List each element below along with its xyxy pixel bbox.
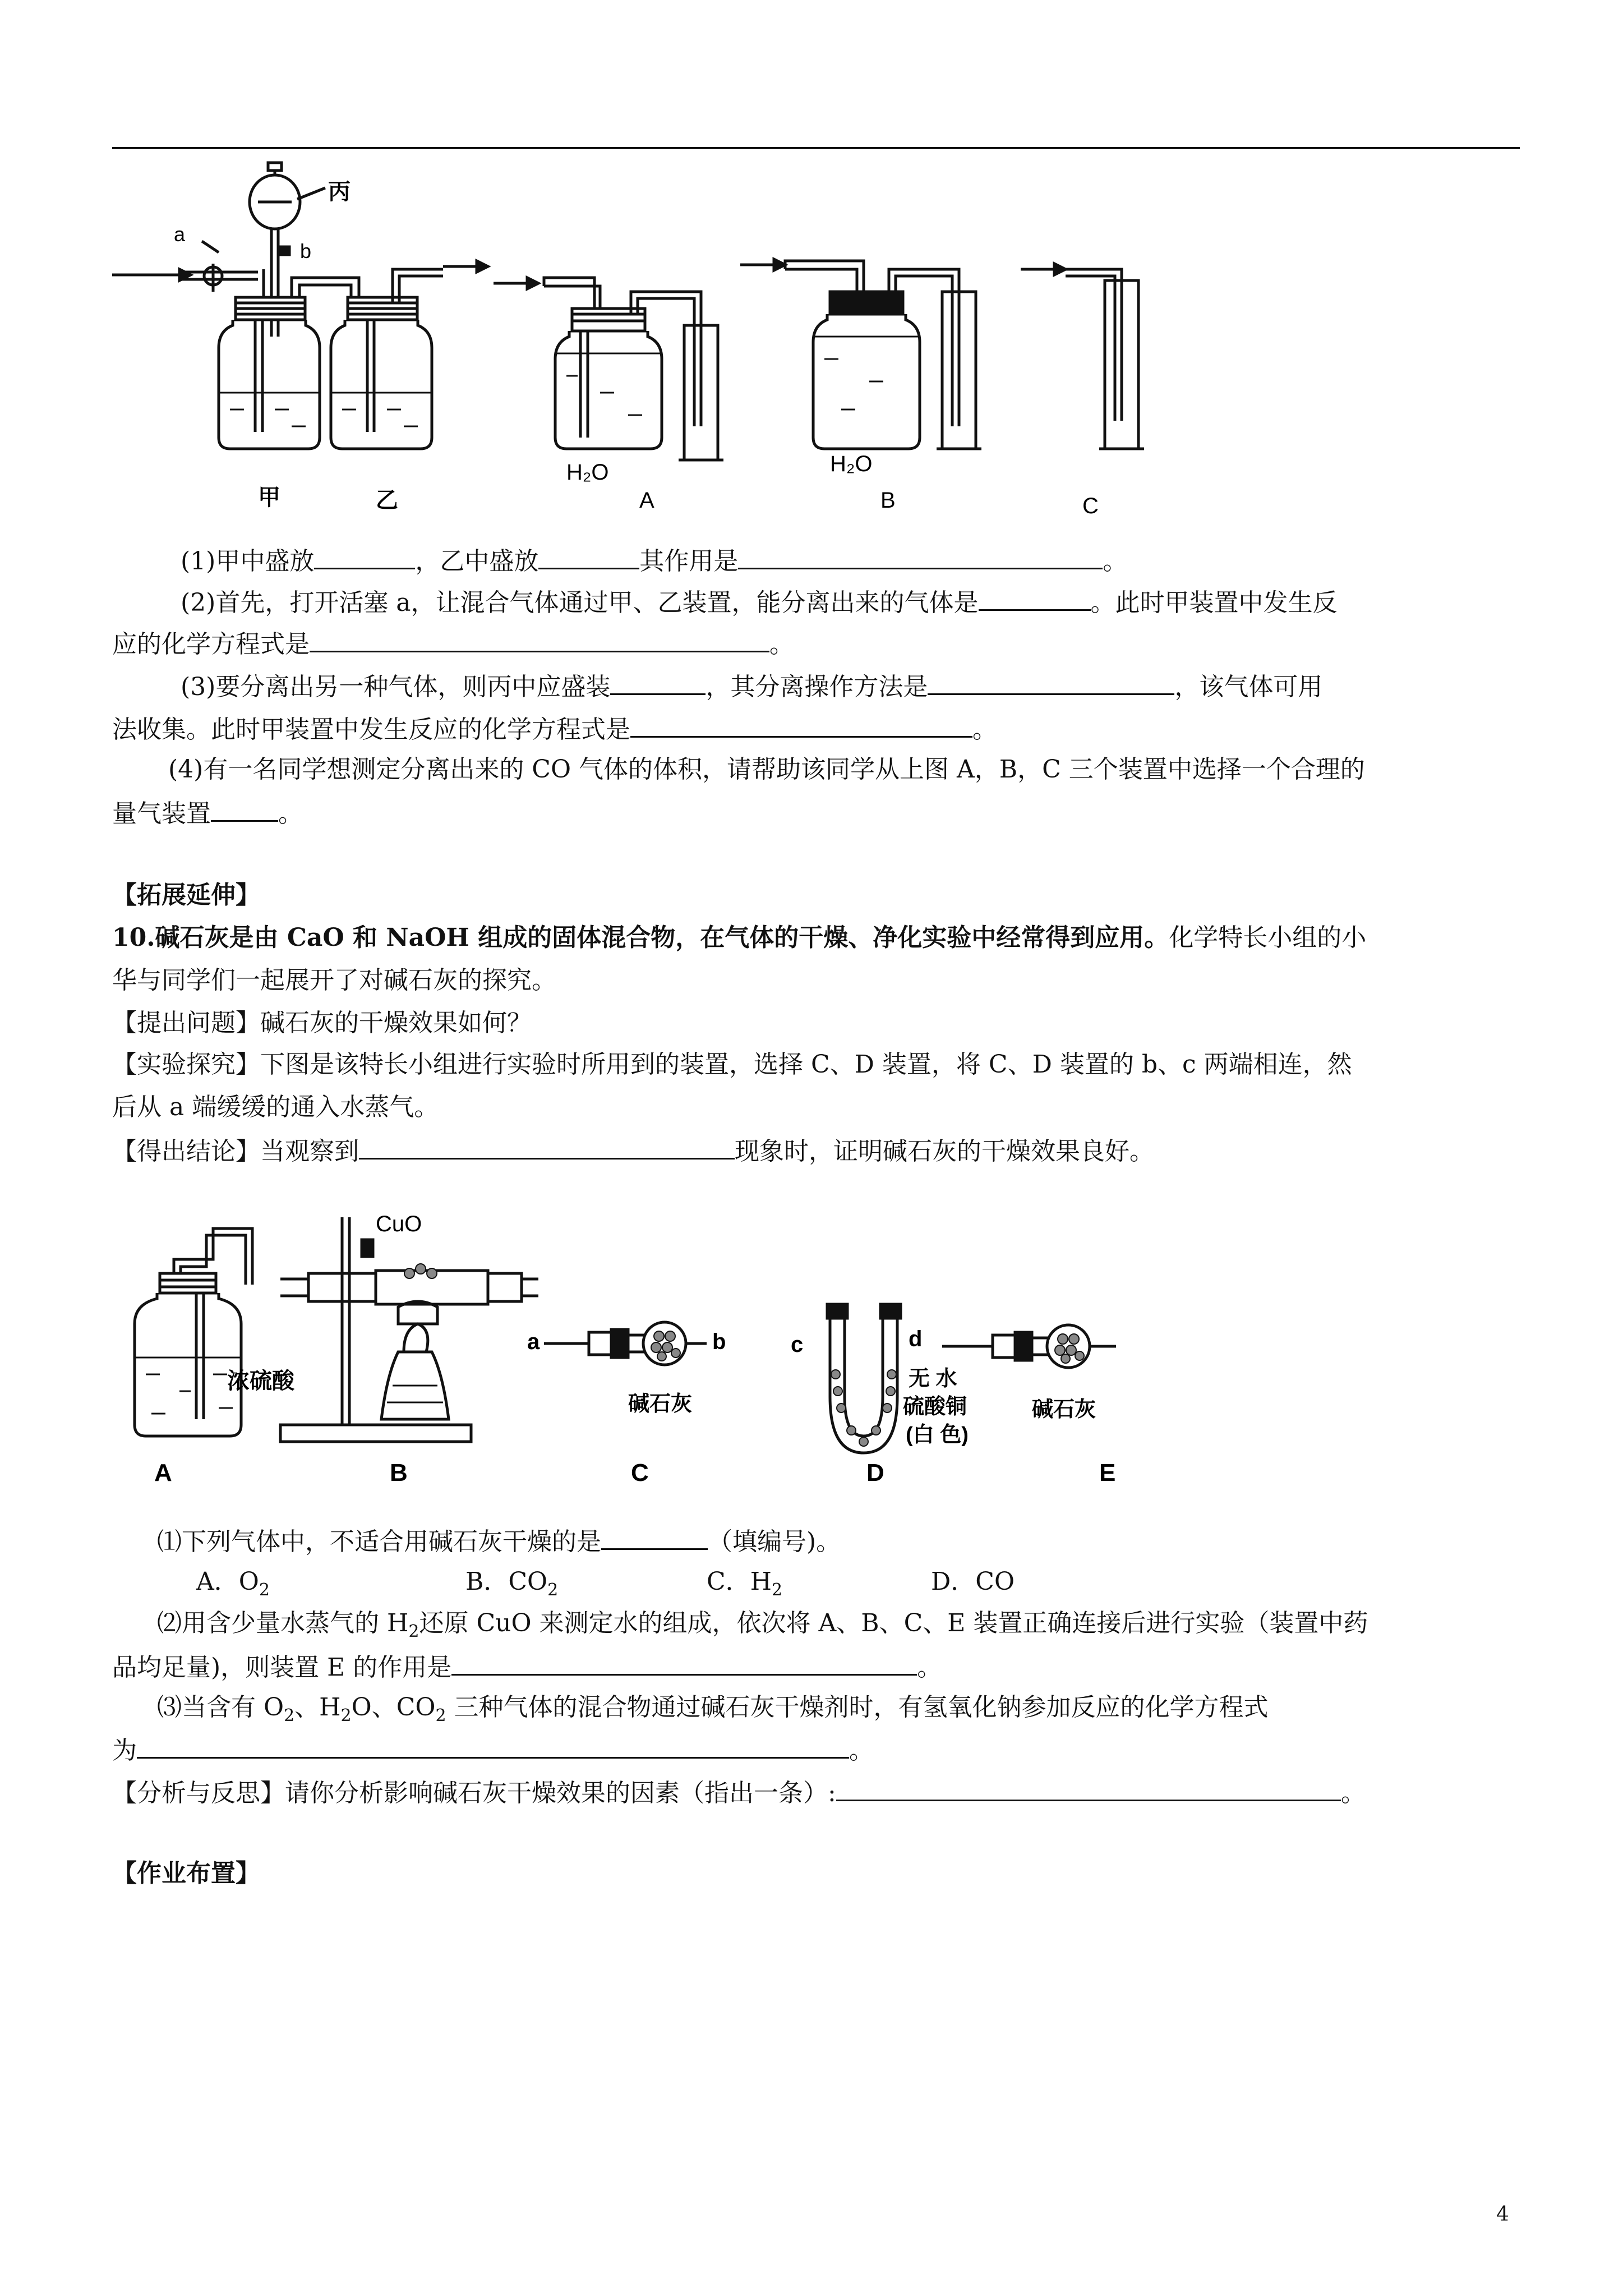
q10-explore-line2: 后从 a 端缓缓的通入水蒸气。: [112, 1093, 439, 1121]
q9-part1: (1)甲中盛放 ，乙中盛放 其作用是 。: [181, 543, 1127, 578]
q9-part2-line2: 应的化学方程式是 。: [112, 626, 794, 661]
q10-title-line2: 华与同学们一起展开了对碱石灰的探究。: [112, 966, 556, 995]
label-a2: a: [527, 1329, 540, 1354]
label-b2: b: [712, 1329, 726, 1354]
label-jia: 甲: [258, 485, 280, 510]
label-cuo: CuO: [376, 1212, 422, 1236]
label-h2o-a: H₂O: [566, 460, 609, 485]
label-h2o-b: H₂O: [830, 452, 873, 476]
label-yi: 乙: [376, 488, 398, 513]
label-fig2-A: A: [154, 1459, 172, 1487]
q10-title-line1: 10.碱石灰是由 CaO 和 NaOH 组成的固体混合物，在气体的干燥、净化实验中经常得到应用。化学特长小组的小: [112, 923, 1367, 952]
label-soda-e: 碱石灰: [1032, 1398, 1096, 1421]
label-c2: c: [791, 1332, 804, 1357]
q10-options: [196, 1565, 1015, 1607]
q10-conclusion: 【得出结论】当观察到 现象时，证明碱石灰的干燥效果良好。: [112, 1133, 1154, 1168]
label-cuso4-1: 无 水: [909, 1367, 957, 1391]
q9-part2-line1: (2)首先，打开活塞 a，让混合气体通过甲、乙装置，能分离出来的气体是 。此时甲装置中发生反: [181, 585, 1338, 620]
q10-sub3-line1: ⑶当含有 $O_2$、$H_2O$、$CO_2$ 三种气体的混合物通过碱石灰干燥剂时，有氢氧化钠参加反应的化学方程式: [157, 1693, 1269, 1726]
label-fig2-E: E: [1099, 1459, 1116, 1487]
option-d: D．CO: [931, 1567, 1015, 1596]
label-A: A: [639, 488, 654, 513]
label-cuso4-3: (白 色): [906, 1423, 969, 1447]
label-d2: d: [909, 1327, 923, 1351]
section-extend-heading: 【拓展延伸】: [112, 881, 260, 909]
q9-part4-line1: (4)有一名同学想测定分离出来的 CO 气体的体积，请帮助该同学从上图 A，B，C 三个装置中选择一个合理的: [168, 755, 1365, 784]
q10-sub1: ⑴下列气体中，不适合用碱石灰干燥的是 （填编号)。: [157, 1524, 841, 1559]
option-b: B．$CO_2$: [465, 1567, 559, 1600]
label-fig2-C: C: [631, 1459, 649, 1487]
option-a: A．$O_2$: [196, 1567, 270, 1600]
q10-question: 【提出问题】碱石灰的干燥效果如何？: [112, 1009, 532, 1037]
q9-part3-line1: (3)要分离出另一种气体，则丙中应盛装 ，其分离操作方法是 ，该气体可用: [181, 669, 1322, 704]
figure-soda-lime-apparatus: [112, 1206, 1211, 1498]
label-b: b: [300, 240, 312, 263]
q9-part3-line2: 法收集。此时甲装置中发生反应的化学方程式是 。: [112, 711, 997, 747]
option-c: C．$H_2$: [707, 1567, 783, 1600]
label-C: C: [1082, 494, 1099, 518]
label-soda-c: 碱石灰: [628, 1392, 693, 1416]
label-h2so4: 浓硫酸: [227, 1369, 294, 1393]
label-fig2-D: D: [866, 1459, 884, 1487]
section-homework-heading: 【作业布置】: [112, 1859, 260, 1888]
q10-sub2-line1: ⑵用含少量水蒸气的 $H_2$还原 CuO 来测定水的组成，依次将 A、B、C、E 装置正确连接后进行实验（装置中药: [157, 1609, 1368, 1641]
label-cuso4-2: 硫酸铜: [903, 1395, 967, 1419]
header-rule: [112, 147, 1520, 149]
q10-explore-line1: 【实验探究】下图是该特长小组进行实验时所用到的装置，选择 C、D 装置，将 C、D 装置的 b、c 两端相连，然: [112, 1050, 1352, 1079]
page-number: 4: [1496, 2203, 1509, 2226]
q9-part4-line2: 量气装置 。: [112, 795, 303, 831]
label-fig2-B: B: [390, 1459, 408, 1487]
q10-sub2-line2: 品均足量)，则装置 E 的作用是 。: [112, 1649, 942, 1685]
q10-sub3-line2: 为 。: [112, 1732, 874, 1768]
q10-reflection: 【分析与反思】请你分析影响碱石灰干燥效果的因素（指出一条）: 。: [112, 1775, 1366, 1810]
label-B: B: [880, 488, 896, 513]
label-a: a: [174, 223, 186, 246]
label-bing: 丙: [328, 180, 351, 204]
figure-gas-separation-apparatus: [112, 157, 1155, 527]
